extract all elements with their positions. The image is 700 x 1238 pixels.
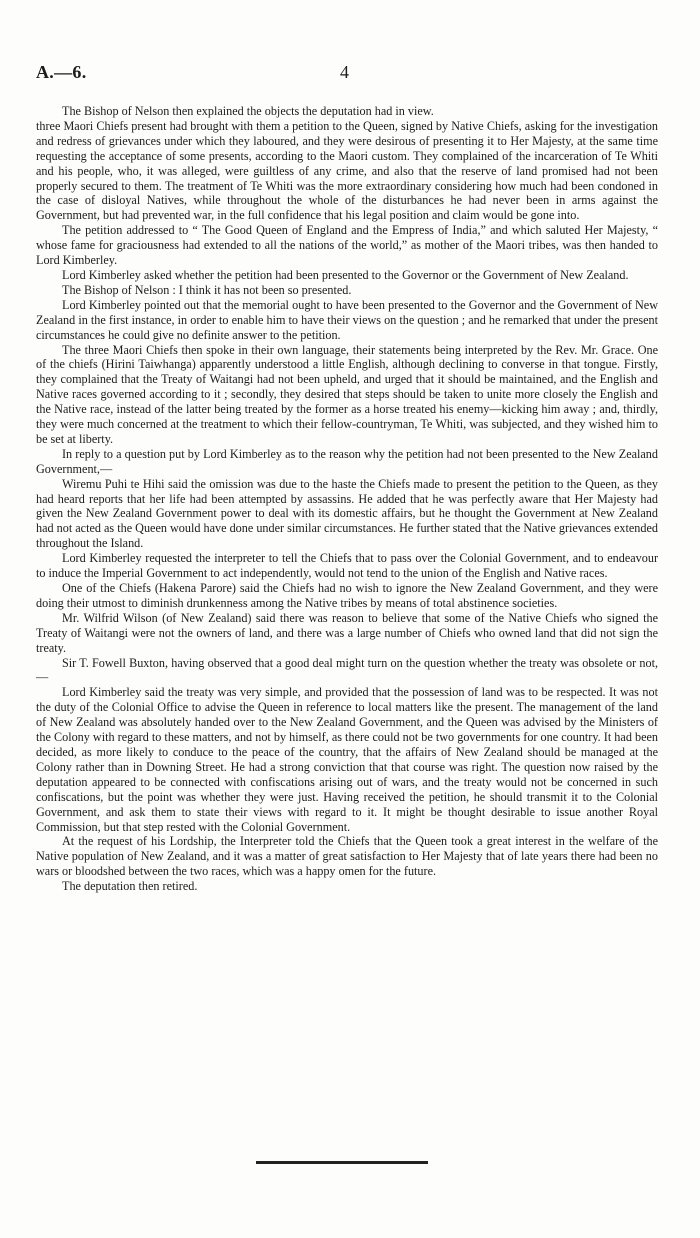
paragraph: Lord Kimberley said the treaty was very simple, and provided that the possession of land was to be respected. It was not the duty of the Colonial Office to advise the Queen in reference to local matters like the present. The management of the land of New Zealand was absolutely handed over to the New Zealand Government, and the Queen was advised by the Ministers of the Colony with regard to these matters, and not by himself, as there could not be two governments for one country. It had been decided, as more likely to conduce to the peace of the country, that the affairs of New Zealand should be managed at the Colony rather than in Downing Street. He had a strong conviction that that course was right. The question now raised by the deputation appeared to be connected with confiscations arising out of wars, and the treaty would not be concerned in such confiscations, but the point was whether they were just. Having received the petition, he should transmit it to the Colonial Government, and ask them to state their views with regard to it. It might be thought desirable to issue another Royal Commission, but that step rested with the Colonial Government. — [36, 685, 658, 834]
paragraph: The petition addressed to “ The Good Queen of England and the Empress of India,” and which saluted Her Majesty, “ whose fame for graciousness had extended to all the nations of the world,” as mother of the Maori tribes, was then handed to Lord Kimberley. — [36, 223, 658, 268]
closing-rule — [256, 1161, 428, 1164]
paragraph: The three Maori Chiefs then spoke in their own language, their statements being interpreted by the Rev. Mr. Grace. One of the chiefs (Hirini Taiwhanga) apparently understood a little English, although declining to converse in that tongue. Firstly, they complained that the Treaty of Waitangi had not been upheld, and urged that it should be maintained, and the English and Native races governed according to it ; secondly, they desired that steps should be taken to unite more closely the English and the Native race, instead of the latter being treated by the former as a horse treated his enemy—kicking him away ; and, thirdly, they were much concerned at the treatment to which their fellow-countryman, Te Whiti, was subjected, and they wished him to be set at liberty. — [36, 342, 658, 446]
paragraph: The Bishop of Nelson : I think it has not been so presented. — [62, 282, 352, 297]
paragraph: In reply to a question put by Lord Kimberley as to the reason why the petition had not been presented to the New Zealand Government,— — [36, 446, 658, 476]
paragraph: three Maori Chiefs present had brought with them a petition to the Queen, signed by Native Chiefs, asking for the investigation and redress of grievances under which they laboured, and they were desirous of presenting it to Her Majesty, at the same time requesting the acceptance of some presents, according to the Maori custom. They complained of the incarceration of Te Whiti and his people, who, it was alleged, were guiltless of any crime, and also that the reserve of land promised had not been properly secured to them. The treatment of Te Whiti was the more extraordinary considering how much had been condoned in the case of disloyal Natives, while throughout the whole of the disturbances he had never been in arms against the Government, but had prevented war, in the full confidence that his legal position and claim would be gone into. — [36, 118, 658, 223]
paragraph: Lord Kimberley requested the interpreter to tell the Chiefs that to pass over the Colonial Government, and to endeavour to induce the Imperial Government to act independently, would not tend to the union of the English and Native races. — [36, 551, 658, 581]
paragraph: Lord Kimberley asked whether the petition had been presented to the Governor or the Government of New Zealand. — [62, 267, 629, 282]
page-header — [36, 62, 664, 84]
document-body — [36, 104, 658, 894]
paragraph: At the request of his Lordship, the Interpreter told the Chiefs that the Queen took a great interest in the welfare of the Native population of New Zealand, and it was a matter of great satisfaction to Her Majesty that of late years there had been no wars or bloodshed between the two races, which was a happy omen for the future. — [36, 834, 658, 879]
paragraph: Mr. Wilfrid Wilson (of New Zealand) said there was reason to believe that some of the Native Chiefs who signed the Treaty of Waitangi were not the owners of land, and there was a large number of Chiefs who owned land that did not sign the treaty. — [36, 610, 658, 655]
paragraph: Wiremu Puhi te Hihi said the omission was due to the haste the Chiefs made to present the petition to the Queen, as they had heard reports that her life had been attempted by assassins. He added that he was perfectly aware that Her Majesty had given the New Zealand Government power to deal with its domestic affairs, but he thought the Government at New Zealand had not acted as the Queen would have done under similar circumstances. He further stated that the Native grievances extended throughout the Island. — [36, 476, 659, 551]
page-number: 4 — [340, 62, 349, 82]
paragraph: Lord Kimberley pointed out that the memorial ought to have been presented to the Governor and the Government of New Zealand in the first instance, in order to enable him to have their views on the question ; and he remarked that under the present circumstances he could give no definite answer to the petition. — [36, 297, 658, 342]
paragraph: Sir T. Fowell Buxton, having observed that a good deal might turn on the question whether the treaty was obsolete or not,— — [36, 655, 658, 685]
paper-reference: A.—6. — [36, 62, 87, 82]
paragraph: The Bishop of Nelson then explained the objects the deputation had in view. — [62, 104, 434, 118]
paragraph: The deputation then retired. — [62, 879, 198, 894]
paragraph: One of the Chiefs (Hakena Parore) said the Chiefs had no wish to ignore the New Zealand Government, and they were doing their utmost to diminish drunkenness among the Native tribes by means of total abstinence societies. — [36, 581, 658, 610]
